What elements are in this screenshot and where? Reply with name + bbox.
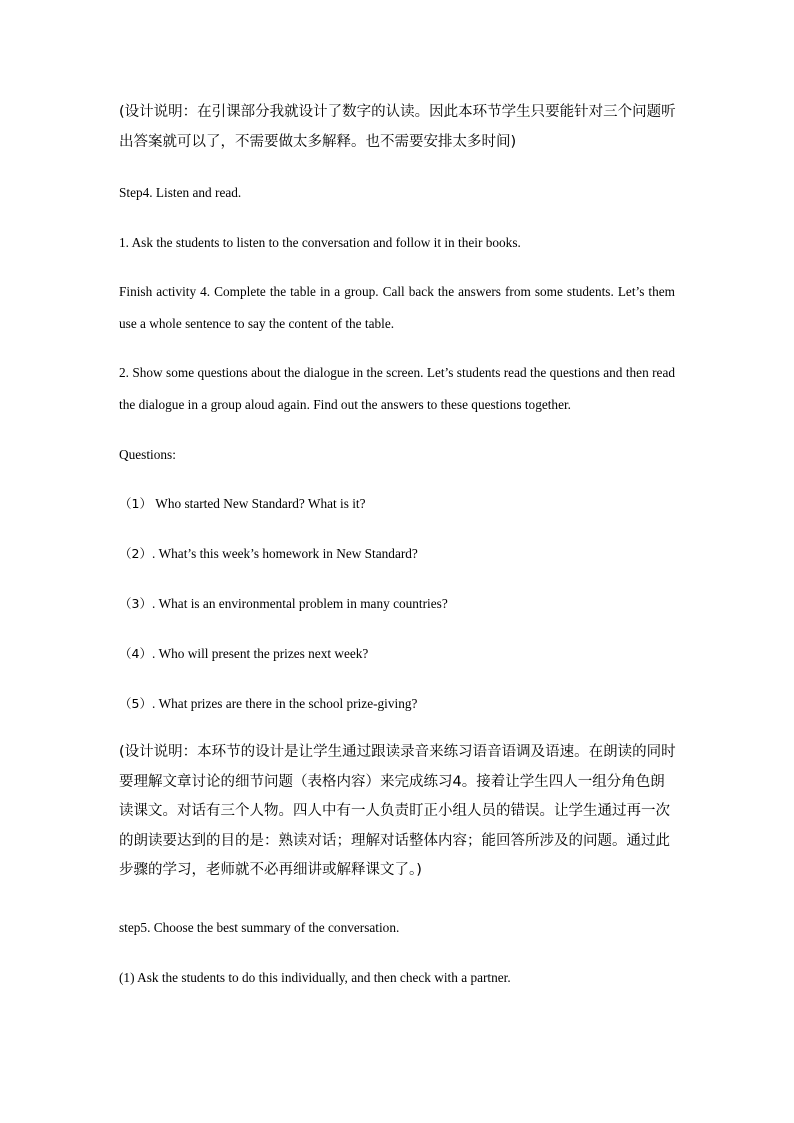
question-number: （3）	[119, 596, 152, 611]
instruction-item-2: 2. Show some questions about the dialogue in the screen. Let’s students read the questions and then read the dialogue in a group aloud again. Find out the answers to these questions together.	[119, 365, 675, 412]
question-text: . Who will present the prizes next week?	[151, 646, 369, 661]
finish-activity-paragraph: Finish activity 4. Complete the table in a group. Call back the answers from some students. Let’s them use a whole sentence to say the content of the table.	[119, 284, 675, 331]
question-item	[119, 544, 418, 564]
question-item	[119, 644, 368, 664]
step4-heading: Step4. Listen and read.	[119, 185, 242, 200]
question-item	[119, 594, 448, 614]
question-number: （1）	[119, 496, 152, 511]
question-number: （4）	[119, 646, 152, 661]
design-note-paragraph-2: (设计说明：本环节的设计是让学生通过跟读录音来练习语音语调及语速。在朗读的同时要理解文章讨论的细节问题（表格内容）来完成练习4。接着让学生四人一组分角色朗读课文。对话有三个人物。四人中有一人负责盯正小组人员的错误。让学生通过再一次的朗读要达到的目的是：熟读对话；理解对话整体内容；能回答所涉及的问题。通过此步骤的学习，老师就不必再细讲或解释课文了。)	[119, 744, 676, 878]
question-number: （2）	[119, 546, 152, 561]
question-item	[119, 494, 366, 514]
step5-instruction-item-1: (1) Ask the students to do this individually, and then check with a partner.	[119, 970, 511, 985]
question-text: . What prizes are there in the school prize-giving?	[151, 696, 418, 711]
question-text: . What is an environmental problem in many countries?	[151, 596, 448, 611]
question-text: Who started New Standard? What is it?	[151, 496, 366, 511]
questions-label: Questions:	[119, 447, 176, 462]
question-text: . What’s this week’s homework in New Standard?	[151, 546, 418, 561]
question-item	[119, 694, 417, 714]
design-note-paragraph: (设计说明：在引课部分我就设计了数字的认读。因此本环节学生只要能针对三个问题听出答案就可以了，不需要做太多解释。也不需要安排太多时间)	[119, 104, 676, 150]
instruction-item-1: 1. Ask the students to listen to the conversation and follow it in their books.	[119, 235, 521, 250]
step5-heading: step5. Choose the best summary of the conversation.	[119, 920, 400, 935]
question-number: （5）	[119, 696, 152, 711]
